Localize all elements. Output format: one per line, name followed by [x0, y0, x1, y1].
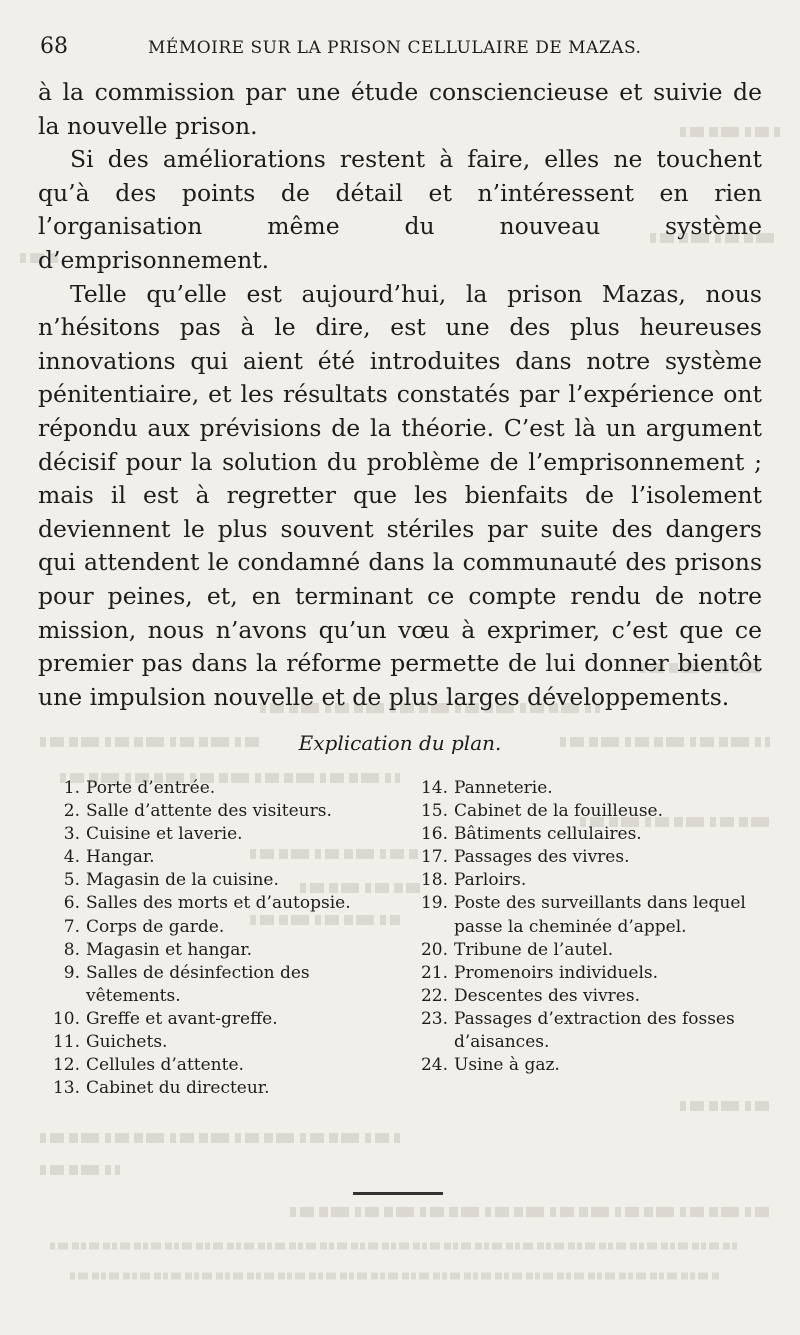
end-rule	[353, 1192, 443, 1195]
paragraph: Si des améliorations restent à faire, elles ne touchent qu’à des points de détail et n’intéressent en rien l’organisation même du nouveau système d’emprisonnement.	[38, 145, 762, 274]
legend-number: 16.	[420, 824, 448, 845]
legend-label: Salles de désinfection des vêtements.	[86, 962, 310, 1006]
legend-label: Magasin de la cuisine.	[86, 870, 279, 891]
legend-number: 13.	[52, 1078, 80, 1099]
legend-item	[412, 1008, 762, 1054]
legend-label: Magasin et hangar.	[86, 939, 253, 960]
legend-label: Salles des morts et d’autopsie.	[86, 893, 351, 914]
legend-number: 19.	[420, 893, 448, 914]
legend-item	[412, 1054, 762, 1077]
legend-item	[44, 939, 384, 962]
legend-number: 9.	[63, 962, 80, 983]
legend-item	[412, 962, 762, 985]
legend-item	[44, 869, 384, 892]
legend-item	[44, 800, 384, 823]
legend-number: 7.	[63, 916, 80, 937]
legend-label: Corps de garde.	[86, 916, 225, 937]
legend-number: 14.	[420, 778, 448, 798]
page-header	[40, 34, 760, 64]
legend-item	[44, 1031, 384, 1054]
legend-label: Parloirs.	[454, 870, 527, 891]
legend-number: 5.	[63, 870, 80, 891]
legend-label: Usine à gaz.	[454, 1055, 560, 1076]
legend-label: Salle d’attente des visiteurs.	[86, 801, 332, 822]
bleed-through-footnote	[40, 1232, 760, 1292]
legend-item	[44, 823, 384, 846]
plan-legend-left-column	[44, 777, 384, 1100]
legend-label: Porte d’entrée.	[86, 778, 216, 798]
paragraph: Telle qu’elle est aujourd’hui, la prison Mazas, nous n’hésitons pas à le dire, est une des plus heureuses innovations qui aient été introduites dans notre système pénitentiaire, et les résultats constatés par l’expérience ont répondu aux prévisions de la théorie. C’est là un argument décisif pour la solution du problème de l’emprisonnement ; mais il est à regretter que les bienfaits de l’isolement deviennent le plus souvent stériles par suite des dangers qui attendent le condamné dans la communauté des prisons pour peines, et, en terminant ce compte rendu de notre mission, nous n’avons qu’un vœu à exprimer, c’est que ce premier pas dans la réforme permette de lui donner bientôt une impulsion nouvelle et de plus larges développements.	[38, 279, 762, 711]
legend-item	[44, 916, 384, 939]
legend-item	[412, 985, 762, 1008]
running-title: MÉMOIRE SUR LA PRISON CELLULAIRE DE MAZAS.	[148, 38, 642, 58]
legend-number: 24.	[420, 1055, 448, 1076]
legend-label: Promenoirs individuels.	[454, 962, 659, 983]
page-number: 68	[40, 34, 68, 59]
legend-label: Bâtiments cellulaires.	[454, 824, 642, 845]
legend-item	[44, 1008, 384, 1031]
legend-number: 11.	[52, 1032, 80, 1053]
legend-number: 4.	[63, 847, 80, 868]
legend-item	[44, 777, 384, 800]
legend-number: 12.	[52, 1055, 80, 1076]
legend-item	[412, 939, 762, 962]
legend-item	[412, 892, 762, 938]
legend-label: Cellules d’attente.	[86, 1055, 244, 1076]
legend-label: Guichets.	[86, 1032, 168, 1053]
legend-item	[412, 823, 762, 846]
legend-label: Tribune de l’autel.	[454, 939, 614, 960]
legend-item	[44, 1054, 384, 1077]
legend-item	[412, 800, 762, 823]
legend-number: 18.	[420, 870, 448, 891]
legend-item	[44, 892, 384, 915]
legend-label: Cabinet du directeur.	[86, 1078, 270, 1099]
legend-number: 21.	[420, 962, 448, 983]
legend-item	[412, 846, 762, 869]
legend-item	[412, 869, 762, 892]
plan-legend-right-column	[412, 777, 762, 1077]
legend-item	[44, 1077, 384, 1100]
legend-item	[44, 962, 384, 1008]
legend-label: Passages des vivres.	[454, 847, 630, 868]
legend-label: Passages d’extraction des fosses d’aisances.	[454, 1008, 735, 1053]
plan-legend-title: Explication du plan.	[298, 731, 502, 755]
legend-item	[44, 846, 384, 869]
legend-number: 23.	[420, 1008, 448, 1029]
legend-label: Poste des surveillants dans lequel passe la cheminée d’appel.	[454, 893, 746, 937]
legend-label: Cuisine et laverie.	[86, 824, 243, 845]
legend-label: Greffe et avant-greffe.	[86, 1008, 278, 1029]
legend-label: Descentes des vivres.	[454, 985, 640, 1006]
legend-number: 8.	[63, 939, 80, 960]
legend-label: Panneterie.	[454, 778, 553, 798]
legend-number: 15.	[420, 801, 448, 822]
body-text	[38, 76, 762, 714]
paragraph: à la commission par une étude consciencieuse et suivie de la nouvelle prison.	[38, 78, 762, 140]
legend-item	[412, 777, 762, 800]
legend-number: 2.	[63, 801, 80, 822]
legend-number: 1.	[63, 778, 80, 798]
legend-number: 17.	[420, 847, 448, 868]
legend-label: Hangar.	[86, 847, 155, 868]
legend-number: 10.	[52, 1008, 80, 1029]
legend-number: 6.	[63, 893, 80, 914]
legend-label: Cabinet de la fouilleuse.	[454, 801, 664, 822]
legend-number: 3.	[63, 824, 80, 845]
legend-number: 20.	[420, 939, 448, 960]
legend-number: 22.	[420, 985, 448, 1006]
